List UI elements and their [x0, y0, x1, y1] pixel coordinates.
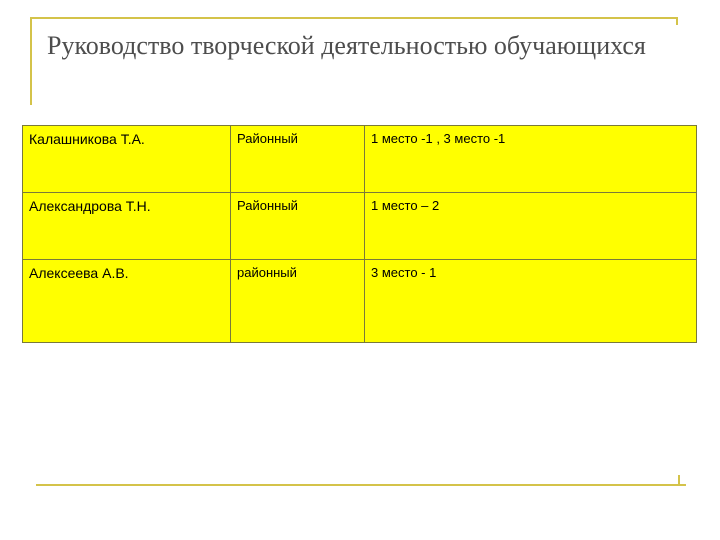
- awards-table: [22, 125, 697, 343]
- teacher-name-cell: Калашникова Т.А.: [23, 126, 231, 193]
- decorative-frame-top-line: [30, 17, 678, 19]
- table-row: [23, 126, 697, 193]
- table-row: [23, 260, 697, 343]
- decorative-frame-top-tick: [676, 17, 678, 25]
- decorative-frame-bottom-tick: [678, 475, 680, 486]
- slide-title: Руководство творческой деятельностью обучающихся: [47, 31, 646, 60]
- teacher-name-cell: Александрова Т.Н.: [23, 193, 231, 260]
- result-cell: 1 место – 2: [365, 193, 697, 260]
- decorative-frame-left-line: [30, 17, 32, 105]
- result-cell: 1 место -1 , 3 место -1: [365, 126, 697, 193]
- competition-level-cell: районный: [231, 260, 365, 343]
- result-cell: 3 место - 1: [365, 260, 697, 343]
- competition-level-cell: Районный: [231, 193, 365, 260]
- table-row: [23, 193, 697, 260]
- teacher-name-cell: Алексеева А.В.: [23, 260, 231, 343]
- competition-level-cell: Районный: [231, 126, 365, 193]
- decorative-frame-bottom-line: [36, 484, 686, 486]
